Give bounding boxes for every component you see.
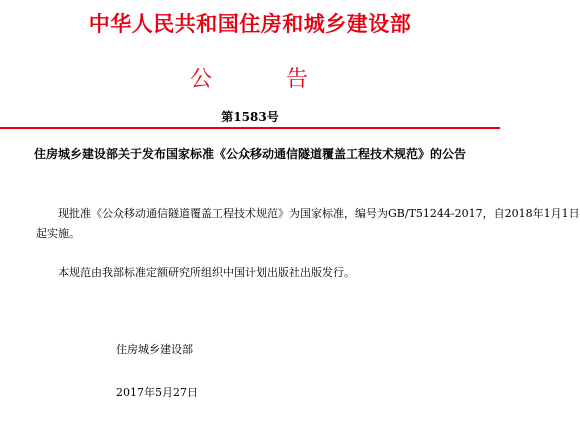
paragraph-2-text: 本规范由我部标准定额研究所组织中国计划出版社出版发行。 [58,266,355,279]
issue-date: 2017年5月27日 [116,386,198,399]
paragraph-1-text: 现批准《公众移动通信隧道覆盖工程技术规范》为国家标准，编号为GB/T51244-2017，自2018年1月1日 [58,207,580,220]
ministry-title: 中华人民共和国住房和城乡建设部 [88,11,412,36]
notice-heading-char-2: 告 [286,67,311,92]
notice-subject: 住房城乡建设部关于发布国家标准《公众移动通信隧道覆盖工程技术规范》的公告 [33,147,466,161]
signature: 住房城乡建设部 [116,343,193,356]
red-divider-line [0,127,500,129]
notice-number: 第1583号 [221,110,279,124]
paragraph-1-line-1 [36,205,580,222]
notice-heading-char-1: 公 [189,67,214,92]
notice-heading [0,62,500,93]
paragraph-1-line-2: 起实施。 [36,227,80,240]
paragraph-2 [36,264,355,281]
